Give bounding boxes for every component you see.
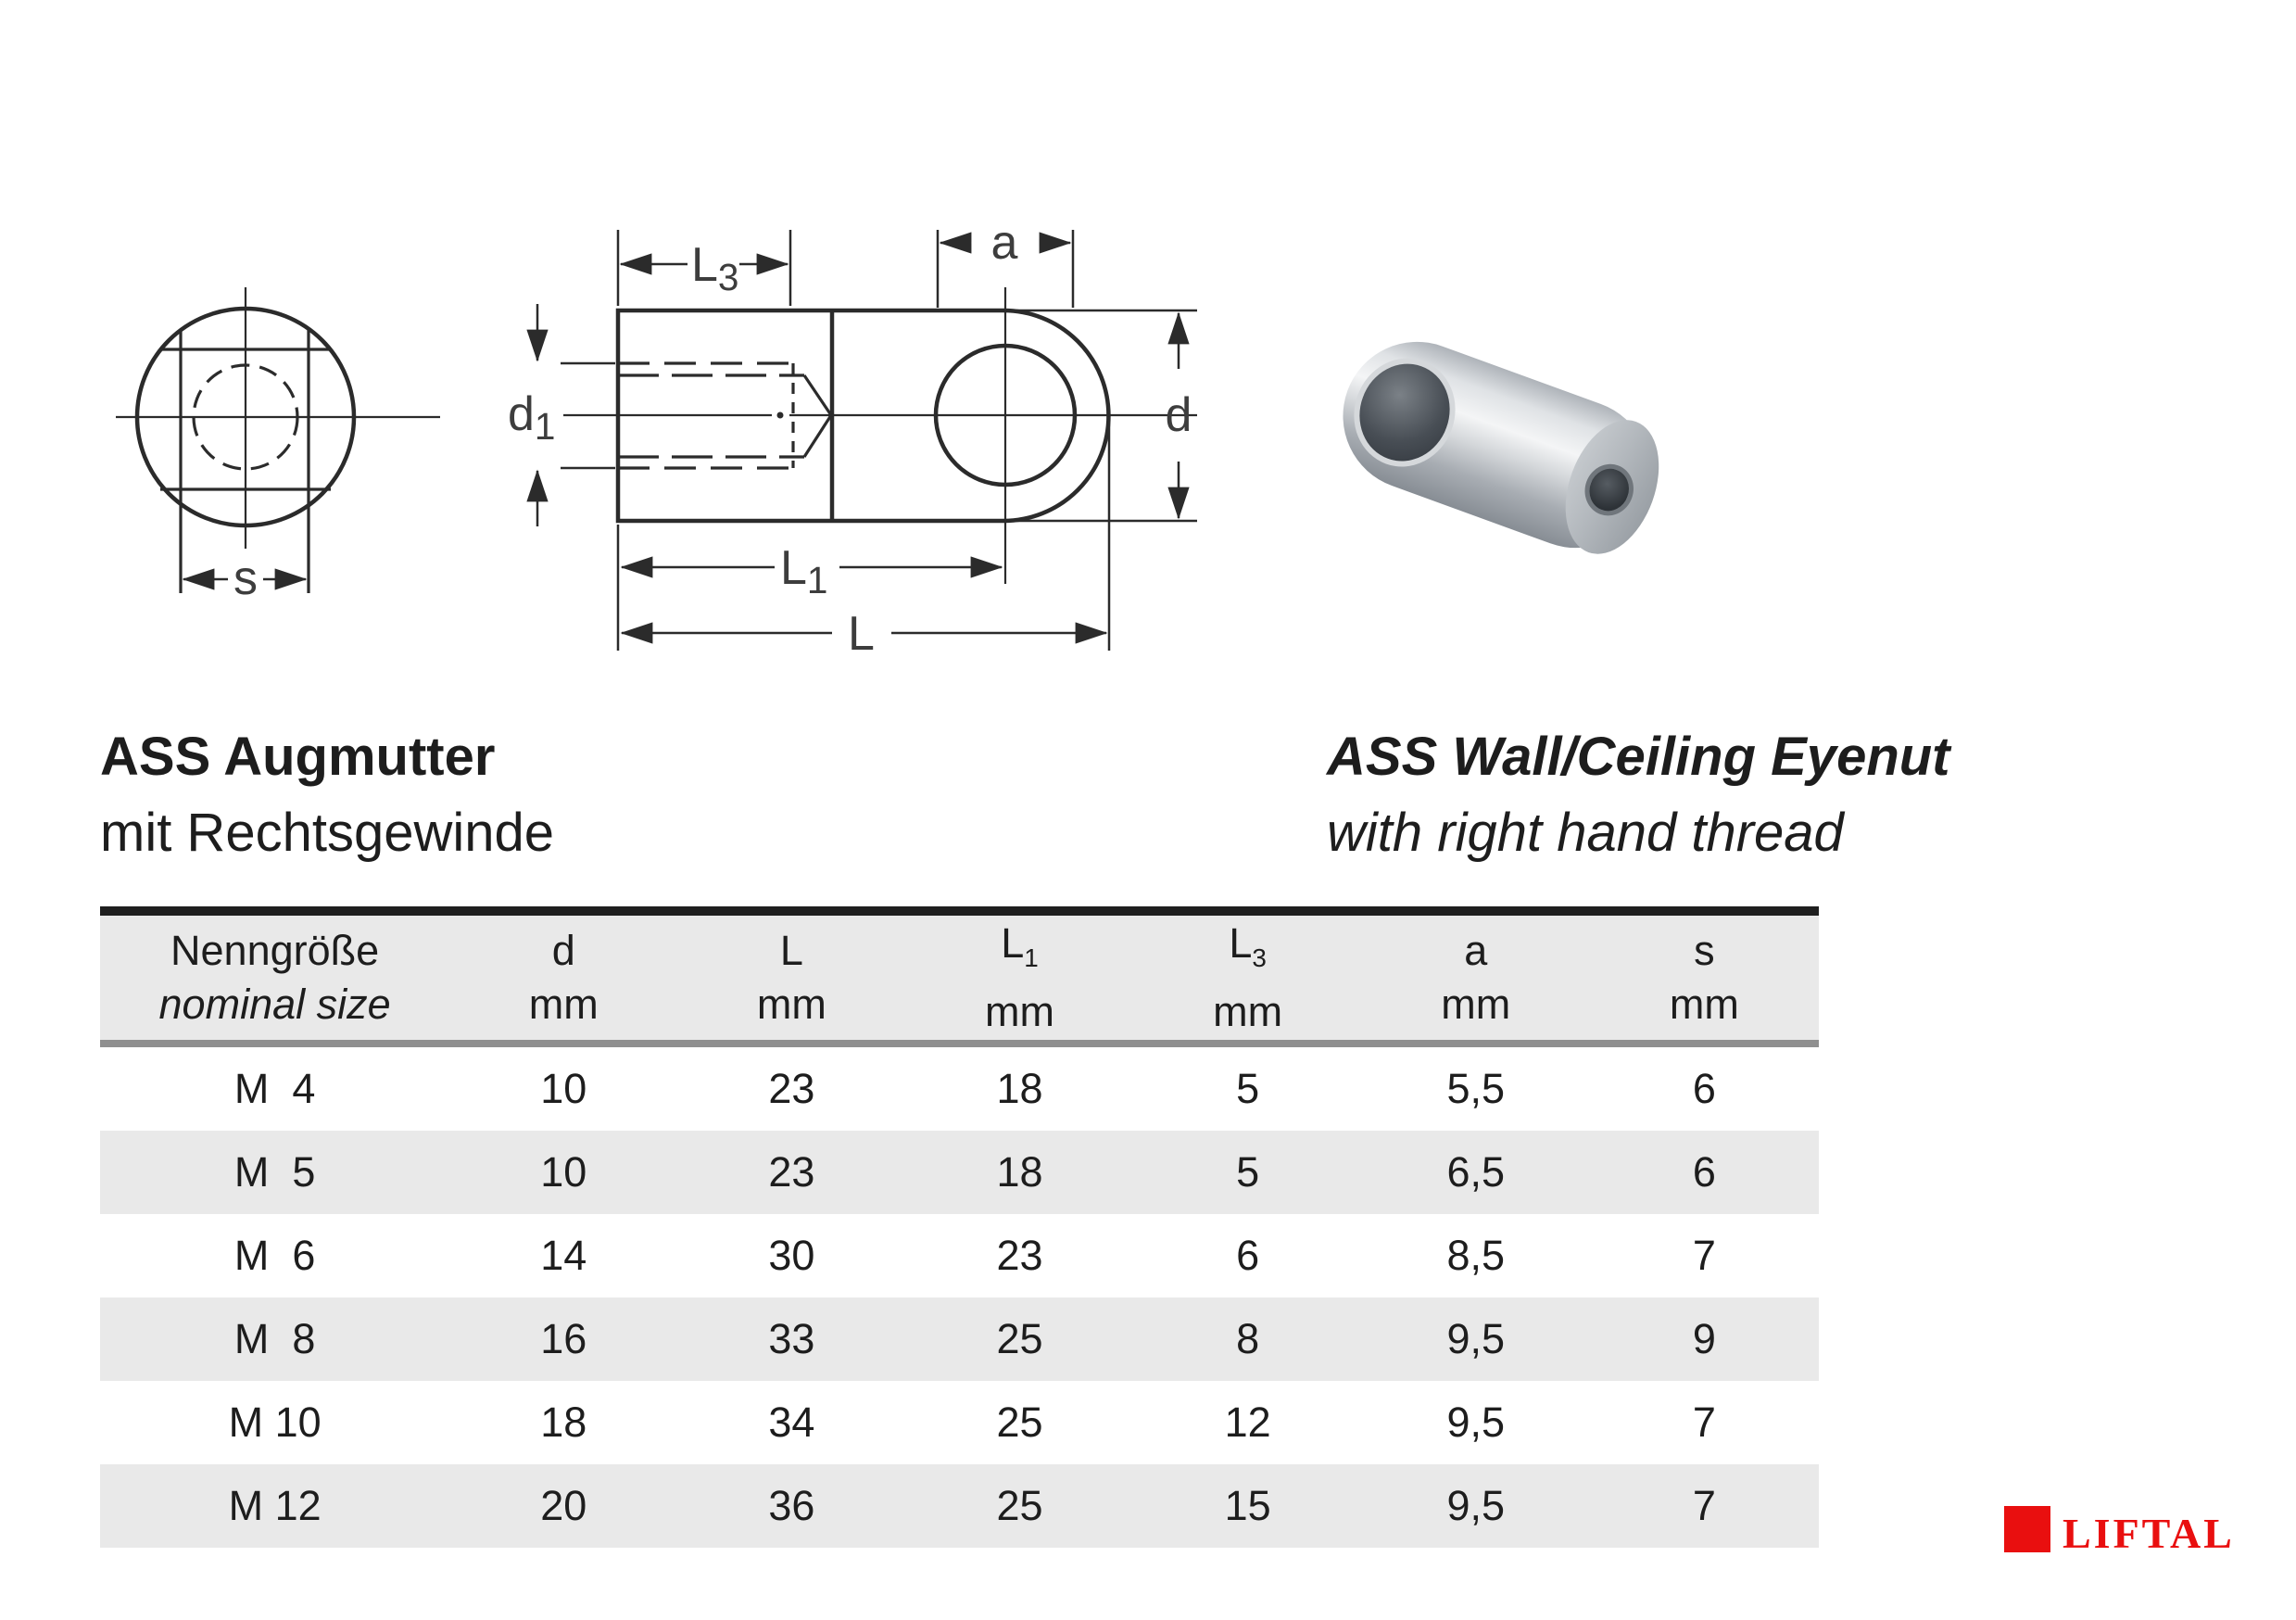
header-symbol: $L_3$	[1229, 919, 1267, 972]
table-cell: 33	[677, 1297, 905, 1381]
table-cell: 7	[1692, 1399, 1716, 1446]
side-view-drawing	[508, 216, 1197, 661]
dim-label-a: a	[990, 216, 1018, 270]
header-symbol: d	[551, 927, 575, 974]
table-cell: 5,5	[1446, 1065, 1506, 1112]
table-cell: 20	[449, 1464, 677, 1548]
header-unit: mm	[985, 988, 1054, 1035]
header-size-de: Nenngröße	[170, 927, 380, 974]
cell-nominal-size: M 12	[100, 1464, 449, 1548]
cell-nominal-size: M 5	[100, 1131, 449, 1214]
table-cell: 6,5	[1362, 1131, 1590, 1214]
column-header	[1362, 911, 1590, 1044]
eyenut-eye-hole	[1339, 344, 1470, 481]
cell-nominal-size: M 4	[233, 1065, 316, 1112]
table-cell: 9	[1590, 1297, 1819, 1381]
table-cell: 23	[768, 1065, 815, 1112]
table-row	[100, 1464, 1819, 1548]
table-cell: 34	[768, 1399, 815, 1446]
logo-text: LIFTAL	[2063, 1510, 2235, 1557]
table-row	[100, 1214, 1819, 1297]
header-unit: mm	[1441, 981, 1511, 1028]
header-symbol: s	[1694, 927, 1715, 974]
table-cell: 36	[677, 1464, 905, 1548]
table-cell: 7	[1590, 1464, 1819, 1548]
logo-square	[2004, 1506, 2050, 1552]
table-row	[100, 1381, 1819, 1464]
header-symbol: a	[1464, 927, 1488, 974]
column-header-size	[100, 911, 449, 1044]
product-photo	[1332, 313, 1677, 602]
title-german: ASS Augmutter	[100, 727, 496, 787]
table-cell: 15	[1134, 1464, 1362, 1548]
table-cell: 18	[540, 1399, 587, 1446]
header-unit: mm	[528, 981, 599, 1028]
table-cell: 25	[905, 1297, 1133, 1381]
column-header	[677, 911, 905, 1044]
column-header	[1134, 911, 1362, 1044]
table-cell: 5	[1236, 1065, 1260, 1112]
table-cell: 18	[905, 1131, 1133, 1214]
front-view-drawing	[116, 287, 440, 605]
table-cell: 25	[996, 1399, 1043, 1446]
table-cell: 16	[449, 1297, 677, 1381]
header-unit: mm	[1213, 988, 1283, 1035]
table-row	[100, 1131, 1819, 1214]
table-row	[100, 1044, 1819, 1131]
header-symbol: L	[779, 927, 803, 974]
table-cell: 23	[677, 1131, 905, 1214]
table-cell: 7	[1692, 1232, 1716, 1279]
table-cell: 30	[768, 1232, 815, 1279]
table-cell: 8	[1134, 1297, 1362, 1381]
table-header-row	[100, 911, 1819, 1044]
table-row	[100, 1297, 1819, 1381]
subtitle-german: mit Rechtsgewinde	[100, 803, 554, 863]
table-cell: 9,5	[1446, 1399, 1506, 1446]
dim-label-d: d	[1165, 388, 1192, 442]
dimensions-table	[100, 906, 1819, 1548]
dim-label-l3: L3	[691, 238, 739, 298]
header-size-en: nominal size	[158, 981, 391, 1028]
subtitle-english: with right hand thread	[1327, 803, 1844, 863]
table-cell: 25	[905, 1464, 1133, 1548]
table-cell: 14	[540, 1232, 587, 1279]
table-cell: 6	[1590, 1131, 1819, 1214]
header-unit: mm	[756, 981, 826, 1028]
header-symbol: $L_1$	[1001, 919, 1039, 972]
dim-label-l: L	[848, 607, 875, 661]
dim-label-l1: L1	[780, 541, 828, 601]
title-english: ASS Wall/Ceiling Eyenut	[1327, 727, 1950, 787]
dim-label-d1: d1	[508, 387, 556, 448]
table-cell: 10	[540, 1065, 587, 1112]
table-cell: 10	[449, 1131, 677, 1214]
cell-nominal-size: M 8	[100, 1297, 449, 1381]
table-cell: 9,5	[1362, 1297, 1590, 1381]
header-unit: mm	[1669, 981, 1739, 1028]
table-cell: 9,5	[1362, 1464, 1590, 1548]
dim-label-s: s	[233, 551, 258, 605]
table-cell: 8,5	[1446, 1232, 1506, 1279]
column-header	[1590, 911, 1819, 1044]
table-cell: 5	[1134, 1131, 1362, 1214]
table-cell: 6	[1692, 1065, 1716, 1112]
column-header	[905, 911, 1133, 1044]
table-cell: 6	[1236, 1232, 1260, 1279]
eyenut-body	[1322, 321, 1671, 568]
column-header	[449, 911, 677, 1044]
cell-nominal-size: M 10	[228, 1399, 322, 1446]
cell-nominal-size: M 6	[233, 1232, 316, 1279]
table-cell: 23	[996, 1232, 1043, 1279]
table-cell: 12	[1224, 1399, 1271, 1446]
table-cell: 18	[996, 1065, 1043, 1112]
